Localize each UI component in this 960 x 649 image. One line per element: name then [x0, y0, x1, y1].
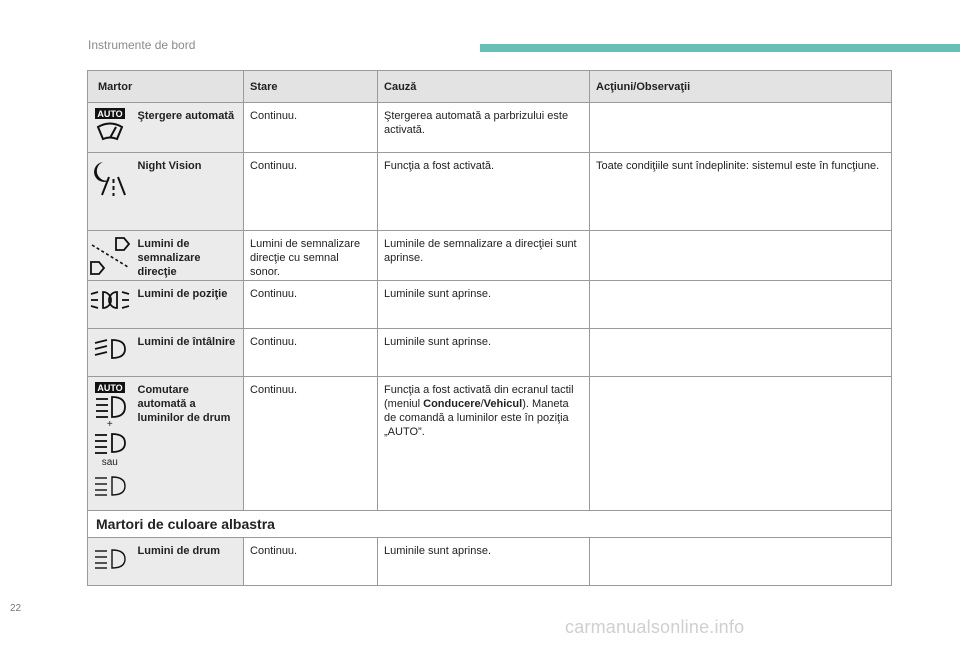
section-row: [88, 511, 892, 538]
header-accent-bar: [480, 44, 960, 52]
low-beam-icon: [93, 337, 127, 361]
page-number: 22: [10, 603, 22, 614]
indicator-actions: [590, 281, 891, 287]
indicator-cause: Luminile de semnalizare a direcţiei sunt aprinse.: [384, 238, 577, 264]
indicator-state: Continuu.: [250, 288, 298, 300]
indicator-state: Continuu.: [250, 384, 298, 396]
col-header-actions: Acţiuni/Observaţii: [590, 71, 892, 103]
indicator-name: Night Vision: [137, 160, 202, 172]
table-row: [88, 329, 892, 377]
col-header-indicator: Martor: [88, 71, 244, 103]
indicator-cause: Luminile sunt aprinse.: [384, 545, 492, 557]
auto-wiper-icon: [93, 107, 127, 143]
indicator-name: Lumini de poziţie: [137, 288, 228, 300]
table-row: [88, 281, 892, 329]
indicator-actions: [590, 329, 891, 335]
high-beam-icon: [93, 431, 127, 455]
table-row: [88, 377, 892, 511]
or-separator: sau: [101, 457, 118, 468]
indicator-state: Continuu.: [250, 336, 298, 348]
indicator-cause: Funcţia a fost activată din ecranul tactil (meniul Conducere/Vehicul). Maneta de comandă a luminilor este în poziţia „AUTO”.: [384, 384, 574, 438]
indicator-cause: Funcţia a fost activată.: [384, 160, 495, 172]
night-vision-icon: [92, 159, 128, 197]
indicator-actions: [590, 231, 891, 237]
indicator-state: Continuu.: [250, 110, 298, 122]
svg-text:AUTO: AUTO: [97, 109, 123, 119]
section-title: Martori de culoare albastra: [88, 511, 892, 538]
watermark: carmanualsonline.info: [565, 617, 745, 637]
indicator-cause: Ştergerea automată a parbrizului este activată.: [384, 110, 569, 136]
indicator-name: Lumini de drum: [137, 545, 220, 557]
table-row: [88, 103, 892, 153]
menu-conducere: Conducere: [423, 398, 481, 410]
position-lights-icon: [90, 289, 130, 311]
header-title: Instrumente de bord: [88, 38, 196, 52]
table-row: [88, 153, 892, 231]
table-row: [88, 538, 892, 586]
indicator-name: Ştergere automată: [137, 110, 235, 122]
indicator-cause: Luminile sunt aprinse.: [384, 336, 492, 348]
indicator-name: Lumini de semnalizare direcţie: [137, 238, 201, 278]
indicator-state: Lumini de semnalizare direcţie cu semnal sonor.: [250, 238, 361, 278]
svg-text:AUTO: AUTO: [97, 383, 123, 393]
indicator-cause: Luminile sunt aprinse.: [384, 288, 492, 300]
menu-vehicul: Vehicul: [483, 398, 523, 410]
indicator-name: Lumini de întâlnire: [137, 336, 236, 348]
high-beam-outline-icon: [93, 475, 127, 497]
auto-high-beam-icon: [93, 381, 127, 419]
indicator-actions: Toate condiţiile sunt îndeplinite: sistemul este în funcţiune.: [596, 160, 880, 172]
high-beam-icon: [93, 548, 127, 570]
col-header-state: Stare: [244, 71, 378, 103]
indicator-actions: [590, 103, 891, 109]
indicator-name: Comutare automată a luminilor de drum: [137, 384, 231, 424]
turn-signal-icon: [90, 235, 130, 277]
table-row: [88, 231, 892, 281]
indicator-actions: [590, 377, 891, 383]
indicator-state: Continuu.: [250, 545, 298, 557]
col-header-cause: Cauză: [378, 71, 590, 103]
table-header-row: [88, 71, 892, 103]
plus-separator: +: [106, 419, 113, 430]
indicator-actions: [590, 538, 891, 544]
indicator-state: Continuu.: [250, 160, 298, 172]
indicator-table: [87, 70, 892, 586]
